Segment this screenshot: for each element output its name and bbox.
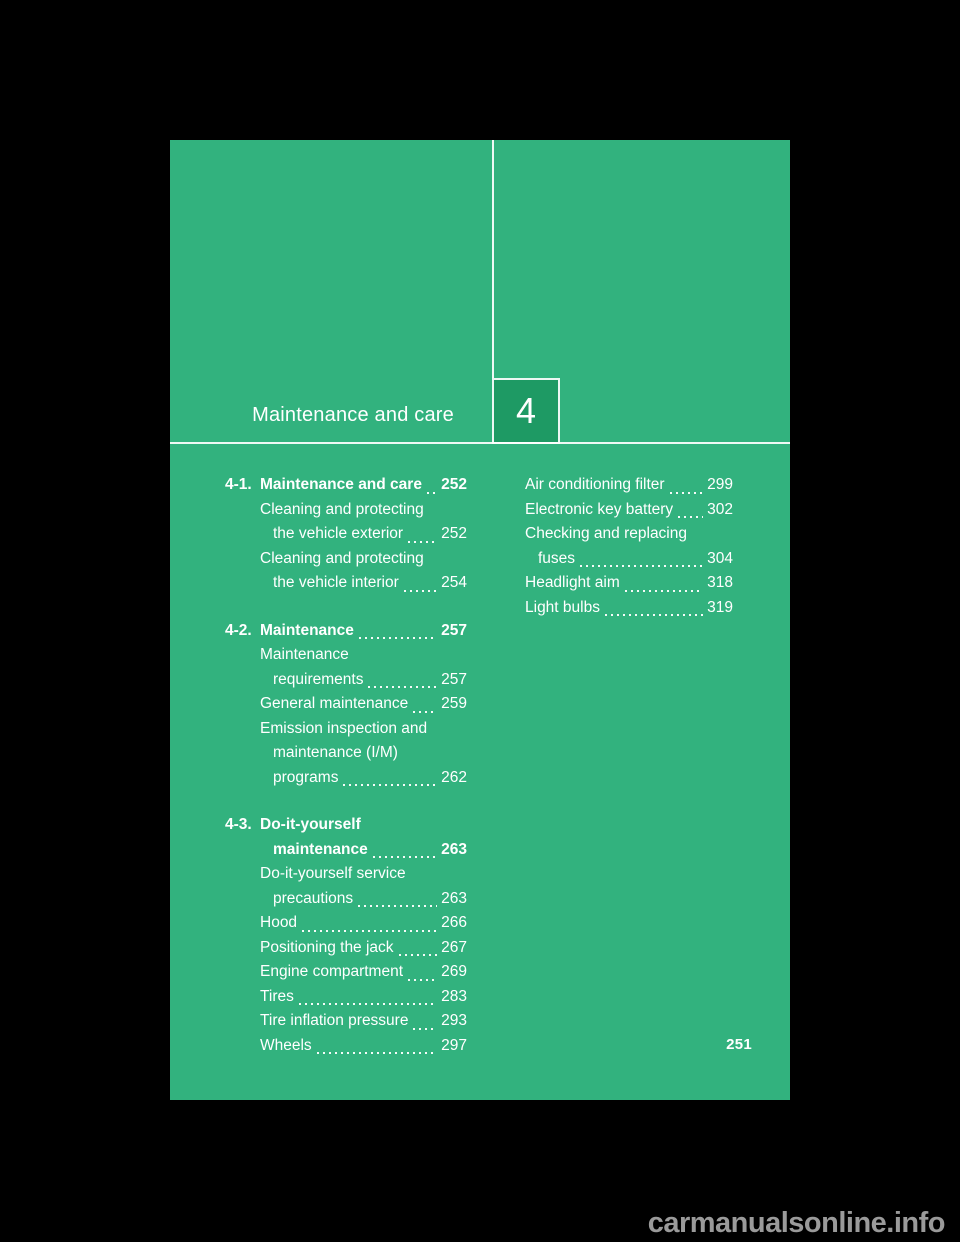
- toc-leader-dots: [358, 905, 437, 907]
- toc-line: [260, 838, 467, 863]
- toc-line: [525, 596, 733, 621]
- chapter-title: Maintenance and care: [252, 404, 454, 426]
- toc-entry: [260, 911, 467, 936]
- toc-entry-label: Positioning the jack: [260, 938, 394, 956]
- toc-section-title: Do-it-yourself: [260, 816, 361, 833]
- toc-entry-label: Emission inspection and: [260, 719, 428, 737]
- toc-leader-dots: [670, 492, 704, 494]
- toc-page-ref: 266: [441, 914, 467, 931]
- toc-entry-label: Checking and replacing: [525, 525, 687, 542]
- toc-leader-dots: [427, 492, 437, 494]
- toc-leader-dots: [399, 954, 438, 956]
- toc-entry-label: precautions: [273, 889, 354, 907]
- toc-section-number: 4-2.: [225, 621, 252, 639]
- toc-line: [260, 887, 467, 912]
- toc-entry: [260, 717, 467, 791]
- toc-section: [225, 813, 467, 1058]
- toc-page-ref: 297: [441, 1036, 467, 1054]
- toc-line: [260, 498, 467, 523]
- chapter-number-box: [492, 378, 560, 444]
- page-number: 251: [726, 1036, 752, 1053]
- toc-leader-dots: [299, 1003, 437, 1005]
- toc-section-number: 4-3.: [225, 816, 252, 833]
- toc-entry: [525, 522, 733, 571]
- toc-entry: [260, 960, 467, 985]
- toc-leader-dots: [413, 1028, 437, 1030]
- toc-entry-label: Tires: [260, 987, 294, 1005]
- toc-line: [260, 522, 467, 547]
- toc-entry-label: programs: [273, 768, 339, 786]
- toc-line: [525, 473, 733, 498]
- toc-line: [525, 571, 733, 596]
- toc-section-entries: [225, 498, 467, 596]
- toc-entry: [525, 571, 733, 596]
- toc-line: [260, 911, 467, 936]
- toc-leader-dots: [625, 590, 703, 592]
- toc-leader-dots: [317, 1052, 437, 1054]
- toc-line: [260, 668, 467, 693]
- toc-entry-label: General maintenance: [260, 695, 409, 712]
- toc-leader-dots: [343, 784, 437, 786]
- toc-line: [260, 1034, 467, 1059]
- toc-entry-label: Do-it-yourself service: [260, 865, 406, 882]
- toc-section: [225, 473, 467, 596]
- toc-section-title: Maintenance: [260, 621, 354, 639]
- toc-page-ref: 299: [707, 476, 733, 493]
- toc-entry: [260, 985, 467, 1010]
- toc-line: [260, 619, 467, 644]
- toc-page-ref: 293: [441, 1012, 467, 1029]
- toc-line: [260, 741, 467, 766]
- toc-leader-dots: [408, 541, 437, 543]
- toc-entry-label: Wheels: [260, 1036, 312, 1054]
- toc-line: [260, 813, 467, 838]
- toc-leader-dots: [580, 565, 703, 567]
- toc-entry: [260, 498, 467, 547]
- toc-page-ref: 263: [441, 840, 467, 858]
- toc-page-ref: 319: [707, 598, 733, 616]
- toc-section-entries: [225, 643, 467, 790]
- toc-section-heading: [225, 619, 467, 644]
- toc-entry: [525, 596, 733, 621]
- toc-line: [525, 498, 733, 523]
- toc-line: [525, 547, 733, 572]
- toc-entry-label: Engine compartment: [260, 963, 404, 980]
- toc-page-ref: 263: [441, 889, 467, 907]
- toc-page-ref: 252: [441, 525, 467, 542]
- toc-page-ref: 283: [441, 987, 467, 1005]
- toc-line: [260, 571, 467, 596]
- toc-entry: [525, 473, 733, 498]
- toc-entry-label: Hood: [260, 914, 298, 931]
- toc-entry-label: the vehicle exterior: [273, 525, 404, 542]
- toc-entry: [525, 498, 733, 523]
- toc-leader-dots: [404, 590, 437, 592]
- toc-section-title: Maintenance and care: [260, 476, 422, 493]
- toc-leader-dots: [359, 637, 437, 639]
- toc-line: [260, 643, 467, 668]
- toc-entry: [260, 547, 467, 596]
- toc-entry: [260, 862, 467, 911]
- toc-entry-label: Electronic key battery: [525, 500, 674, 518]
- toc-entry: [260, 692, 467, 717]
- toc-entry-label: Headlight aim: [525, 574, 620, 591]
- toc-section-entries: [225, 862, 467, 1058]
- toc-line: [260, 960, 467, 985]
- chapter-number: 4: [515, 390, 537, 431]
- toc-entry-label: Tire inflation pressure: [260, 1012, 409, 1029]
- toc-entry-label: Light bulbs: [525, 598, 600, 616]
- toc-line: [260, 1009, 467, 1034]
- toc-line: [260, 862, 467, 887]
- toc-leader-dots: [413, 711, 437, 713]
- toc-entry-label: Cleaning and protecting: [260, 500, 424, 518]
- toc-page-ref: 262: [441, 768, 467, 786]
- toc-leader-dots: [373, 856, 437, 858]
- toc-line: [260, 936, 467, 961]
- toc-entry-label: maintenance (I/M): [273, 744, 398, 761]
- toc-page-ref: 259: [441, 695, 467, 712]
- toc-line: [260, 473, 467, 498]
- toc-line: [260, 985, 467, 1010]
- toc-left-column: [225, 473, 467, 1058]
- toc-section-title: maintenance: [273, 840, 368, 858]
- toc-leader-dots: [678, 516, 703, 518]
- toc-entry: [260, 1034, 467, 1059]
- toc-entry-label: Maintenance: [260, 646, 349, 663]
- toc-entry-label: the vehicle interior: [273, 574, 399, 591]
- toc-page-ref: 318: [707, 574, 733, 591]
- toc-page-ref: 257: [441, 621, 467, 639]
- toc-entry-label: fuses: [538, 549, 576, 567]
- toc-leader-dots: [368, 686, 437, 688]
- toc-right-column: [525, 473, 733, 620]
- toc-page-ref: 267: [441, 938, 467, 956]
- toc-section-number: 4-1.: [225, 476, 252, 493]
- toc-entry-label: Cleaning and protecting: [260, 549, 424, 567]
- toc-page-ref: 257: [441, 670, 467, 688]
- toc-page-ref: 254: [441, 574, 467, 591]
- toc-page-ref: 252: [441, 476, 467, 493]
- toc-leader-dots: [408, 979, 437, 981]
- toc-leader-dots: [302, 930, 437, 932]
- watermark: carmanualsonline.info: [647, 1207, 945, 1239]
- toc-line: [525, 522, 733, 547]
- toc-section-heading: [225, 813, 467, 862]
- toc-entry: [260, 643, 467, 692]
- toc-page-ref: 302: [707, 500, 733, 518]
- toc-page-ref: 269: [441, 963, 467, 980]
- manual-page-panel: [170, 140, 790, 1100]
- toc-line: [260, 717, 467, 742]
- toc-page-ref: 304: [707, 549, 733, 567]
- toc-line: [260, 692, 467, 717]
- toc-section-heading: [225, 473, 467, 498]
- toc-entry-label: Air conditioning filter: [525, 476, 665, 493]
- toc-section: [225, 619, 467, 791]
- toc-entry-label: requirements: [273, 670, 364, 688]
- toc-line: [260, 547, 467, 572]
- toc-leader-dots: [605, 614, 703, 616]
- toc-line: [260, 766, 467, 791]
- toc-entry: [260, 936, 467, 961]
- chapter-divider-horizontal-line: [170, 442, 790, 444]
- toc-entry: [260, 1009, 467, 1034]
